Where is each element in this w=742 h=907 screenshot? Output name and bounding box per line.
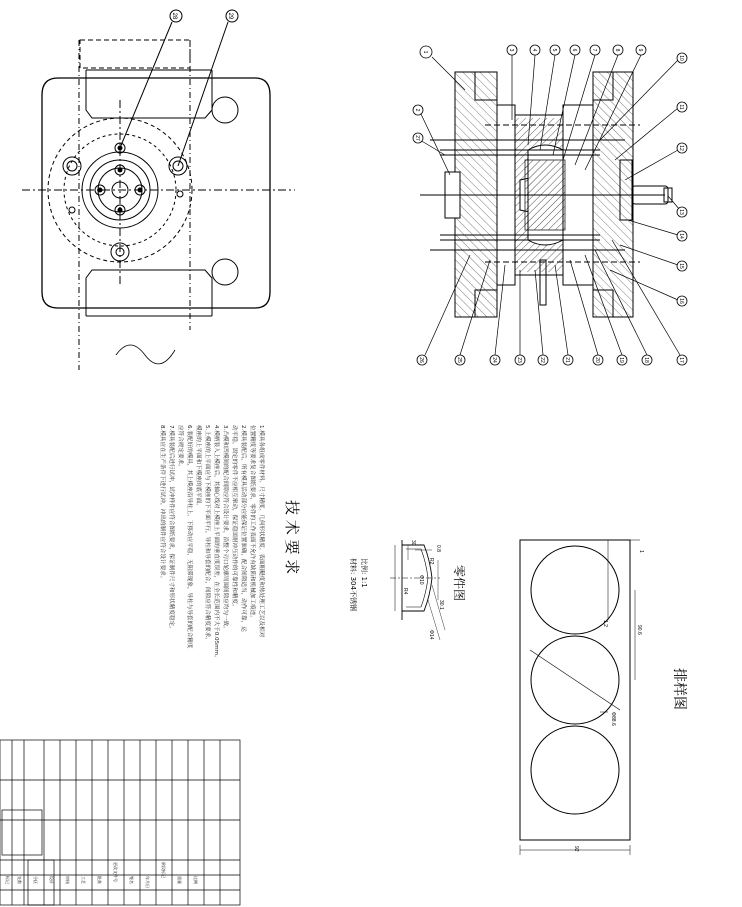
part-material: 材料: 304不锈钢 [349,558,357,611]
callout-19: 19 [618,357,624,363]
part-dim-30: 30 [410,540,416,546]
tb-label-4: 设计 [49,876,54,884]
callout-1: 1 [422,50,428,54]
tb-label-12: 重量 [177,876,182,884]
tech-line-11: 7.模具装配后进行试冲，试冲样件应符合图纸要求，保证制件尺寸和形状精度稳定。 [168,425,174,632]
tech-requirements [159,425,301,661]
callout-26: 26 [418,357,424,363]
part-dim-08: 0.8 [435,545,441,552]
tech-title: 技 术 要 求 [283,500,301,575]
callout-17: 17 [678,357,684,363]
callout-28: 28 [171,12,177,20]
tech-line-4: 动平稳。固定的零件不应相互窜动，保证稳固耐冲压动作的可靠性和精度。 [231,425,237,610]
layout-dim-1: 1 [638,550,644,553]
tech-line-1: 1.模具各组成零件材料、尺寸精度、几何形状精度、表面粗糙度和热处理工艺以及相对 [258,425,264,638]
callout-3: 3 [508,48,514,52]
callout-9: 9 [637,48,643,52]
layout-dim-12: 1.2 [602,620,608,627]
tb-label-1: 标记 [5,876,10,884]
tech-line-2: 位置精度等要求复合图纸要求，零件的工作表面不允许有缺陷和机械加工痕迹。 [249,425,255,621]
part-drawing [390,540,445,640]
part-dim-r4: R4 [402,588,408,595]
part-scale: 比例: 1:1 [360,558,368,588]
tb-label-10: 年月日 [145,876,150,888]
callout-22: 22 [539,357,545,363]
part-dim-301: 30.1 [438,600,444,610]
part-dim-r2: R2 [428,558,434,565]
tb-label-13: 比例 [193,876,198,884]
layout-drawing [520,540,640,855]
callout-18: 18 [643,357,649,363]
layout-dim-phi886: Φ88.6 [610,712,616,726]
callout-27: 27 [414,135,420,141]
tech-line-5: 3.凸模和凹模间的配合间隙应符合设计要求，沿整个刃口轮廓周围间隙应均匀一致。 [222,425,228,632]
section-view [420,72,672,317]
callout-23: 23 [516,357,522,363]
tb-label-2: 处数 [17,876,22,884]
callout-24: 24 [491,357,497,363]
tech-line-12: 8.模具应在生产条件下进行试冲，冲出的制件应符合设计要求。 [159,425,165,582]
tech-line-3: 2.模具装配后，所有模具活动部分应能保证位置准确，配合间隙适当，动作可靠，运 [240,425,246,632]
plan-view [22,10,295,370]
tb-label-3: 分区 [33,876,38,884]
callout-12: 12 [678,145,684,151]
layout-dim-906: 90.6 [636,625,642,635]
tech-line-7: 5.上模座的上平面应与下模座的下平面平行，导柱和导套的配合，间隙应符合精度要求。 [204,425,210,643]
callout-29: 29 [227,12,233,20]
tb-label-7: 批准 [97,876,102,884]
callout-6: 6 [571,48,577,52]
callout-7: 7 [591,48,597,52]
tech-line-10: 应符合规定要求。 [177,425,183,470]
tech-line-9: 6.装配好的模具，其上模座沿导柱上、下移动应平稳，无阻滞现象，导柱与导套的配合精度 [186,425,192,649]
layout-dim-92: 92 [573,846,579,852]
part-title: 零件图 [452,565,466,602]
callout-20: 20 [594,357,600,363]
callout-13: 13 [678,209,684,215]
callout-16: 16 [678,298,684,304]
tech-line-8: 模座的上平面和下模座的底平面。 [195,425,201,509]
tb-label-5: 审核 [65,876,70,884]
callout-8: 8 [614,48,620,52]
tb-label-9: 签名 [129,876,134,884]
part-dim-phi10: Φ10 [418,575,424,585]
callout-5: 5 [551,48,557,52]
callout-14: 14 [678,233,684,239]
callout-2: 2 [414,108,420,112]
callout-11: 11 [678,104,684,110]
callout-10: 10 [678,55,684,61]
callout-21: 21 [564,357,570,363]
part-dim-phi14: Φ14 [428,630,434,640]
tb-label-11: 阶段标记 [161,862,166,878]
layout-title: 排样图 [671,668,687,710]
callout-25: 25 [456,357,462,363]
tb-label-8: 更改文件号 [113,862,118,882]
tb-label-6: 工艺 [81,876,86,884]
callout-4: 4 [531,48,537,52]
tech-line-6: 4.模柄装入上模座后，其轴心线对上模座上平面的垂直度误差，在全长范围内不大于0.05mm。 [213,425,219,661]
callout-15: 15 [678,263,684,269]
